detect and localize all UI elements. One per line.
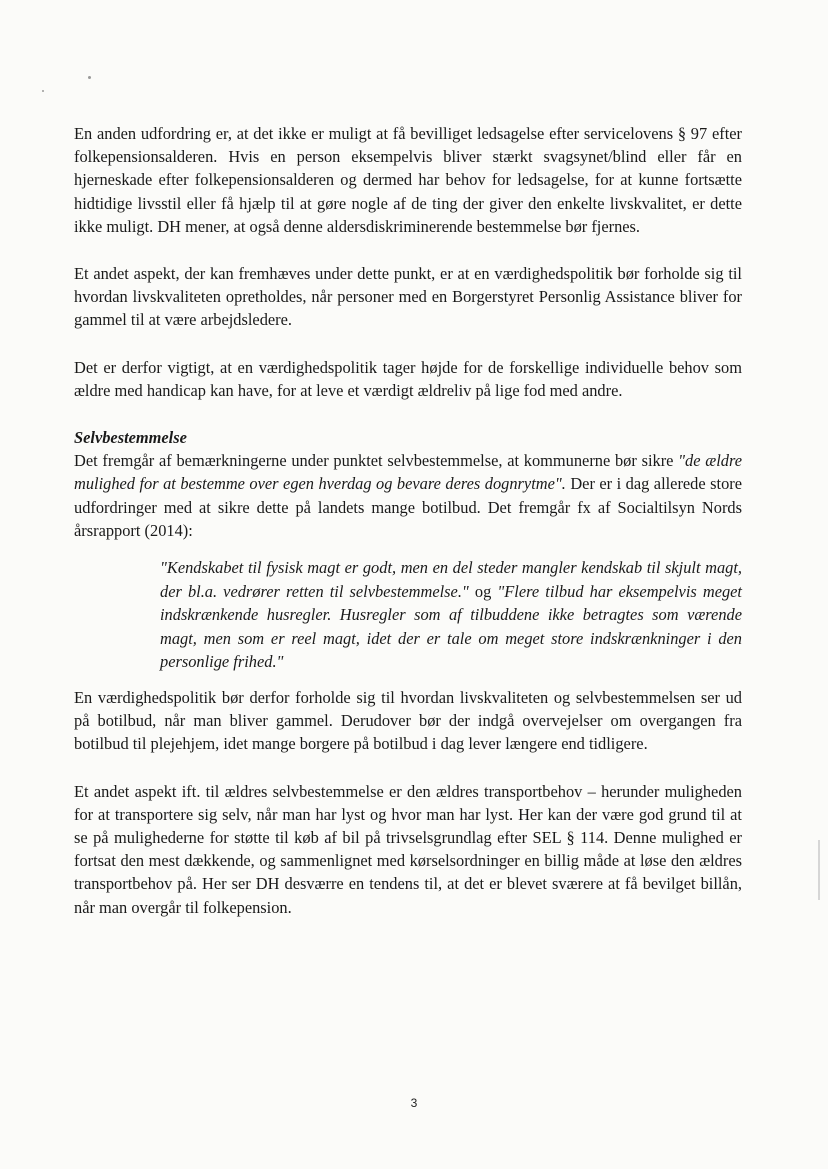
- paragraph-intro-start: Det fremgår af bemærkningerne under punktet selvbestemmelse, at kommunerne bør sikre: [74, 451, 679, 471]
- block-quote-socialtilsyn: [160, 556, 742, 674]
- inline-quote-dognrytme: "de ældre mulighed for at bestemme over egen hverdag og bevare deres dognrytme".: [74, 451, 742, 494]
- paragraph-bpa: Et andet aspekt, der kan fremhæves under dette punkt, er at en værdighedspolitik bør forholde sig til hvordan livskvaliteten opretholdes, når personer med en Borgerstyret Personlig Assistance bliver for gammel til at være arbejdsledere.: [74, 264, 742, 330]
- block-quote-second: "Flere tilbud har eksempelvis meget indskrænkende husregler. Husregler som af tilbuddene ikke betragtes som værende magt, men som er reel magt, idet der er tale om meget store indskrænkninger i den personlige frihed.": [160, 581, 742, 672]
- paragraph-botilbud: En værdighedspolitik bør derfor forholde sig til hvordan livskvaliteten og selvbestemmelsen ser ud på botilbud, når man bliver gammel. Derudover bør der indgå overvejelser om overgangen fra botilbud til plejehjem, idet mange borgere på botilbud i dag lever længere end tidligere.: [74, 688, 742, 754]
- block-quote-first: "Kendskabet til fysisk magt er godt, men en del steder mangler kendskab til skjult magt, der bl.a. vedrører retten til selvbestemmelse.": [160, 558, 742, 601]
- page-number: 3: [410, 1096, 418, 1110]
- block-quote-joiner: og: [468, 581, 498, 601]
- section-heading-selvbestemmelse: Selvbestemmelse: [74, 428, 187, 448]
- document-body: [74, 122, 742, 943]
- scan-speck: [42, 90, 44, 92]
- paragraph-individuelle-behov: Det er derfor vigtigt, at en værdighedspolitik tager højde for de forskellige individuelle behov som ældre med handicap kan have, for at leve et værdigt ældreliv på lige fod med andre.: [74, 357, 742, 400]
- paragraph-intro-end: Der er i dag allerede store udfordringer med at sikre dette på landets mange botilbud. Det fremgår fx af Socialtilsyn Nords årsrapport (2014):: [74, 474, 742, 540]
- scan-speck: [88, 76, 91, 79]
- paragraph-ledsagelse: En anden udfordring er, at det ikke er muligt at få bevilliget ledsagelse efter servicelovens § 97 efter folkepensionsalderen. Hvis en person eksempelvis bliver stærkt svagsynet/blind eller får en hjerneskade efter folkepensionsalderen og dermed har behov for ledsagelse, for at kunne fortsætte hidtidige livsstil eller få hjælp til at gøre nogle af de ting der giver den enkelte livskvalitet, er dette ikke muligt. DH mener, at også denne aldersdiskriminerende bestemmelse bør fjernes.: [74, 124, 742, 236]
- scan-edge-mark: [818, 840, 820, 900]
- paragraph-transportbehov: Et andet aspekt ift. til ældres selvbestemmelse er den ældres transportbehov – herunder muligheden for at transportere sig selv, når man har lyst og hvor man har lyst. Her kan der være god grund til at se på mulighederne for støtte til køb af bil på trivselsgrundlag efter SEL § 114. Denne mulighed er fortsat den mest dækkende, og sammenlignet med kørselsordninger en billig måde at løse den ældres transportbehov på. Her ser DH desværre en tendens til, at det er blevet sværere at få bevilget billån, når man overgår til folkepension.: [74, 781, 742, 917]
- paragraph-selvbestemmelse-intro: [74, 449, 742, 542]
